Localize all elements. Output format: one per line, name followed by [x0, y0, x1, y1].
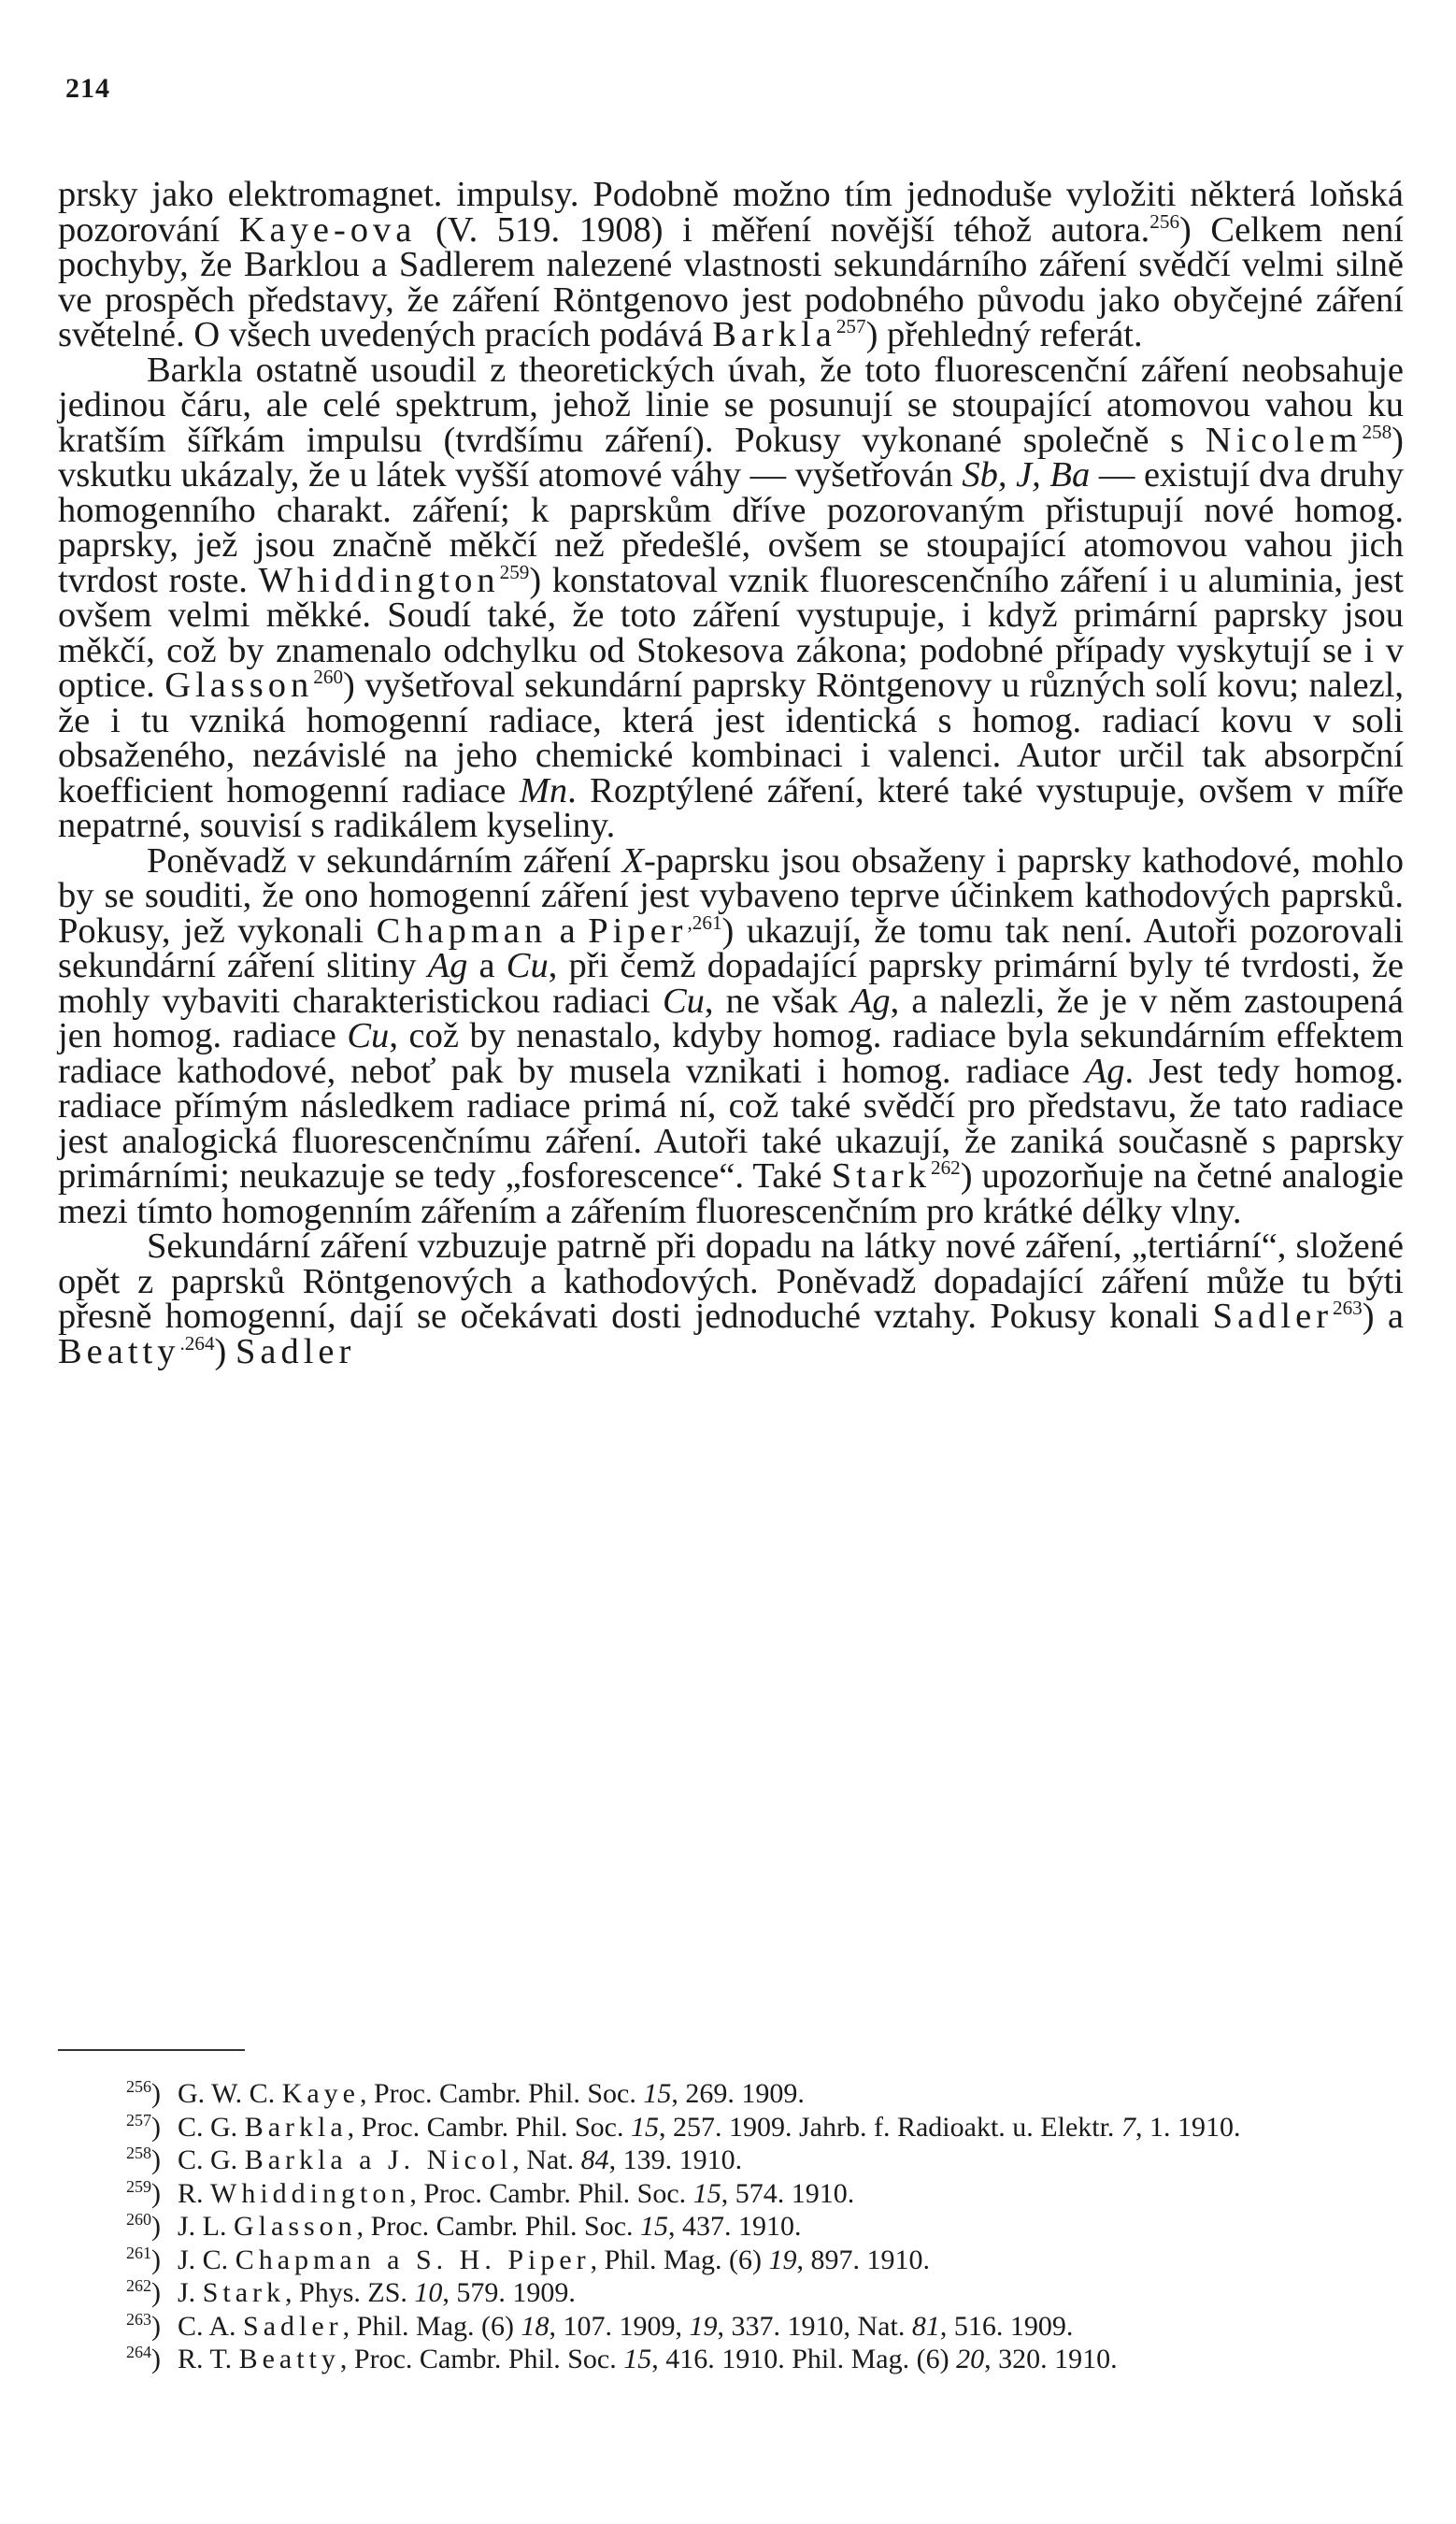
footnote-number: $^{262}$) — [126, 2276, 161, 2308]
italic-text: 84 — [580, 2144, 609, 2175]
text-run: -paprsku jsou obsaženy i paprsky kathodové, mohlo by se souditi, že ono homogenní záření jest vybaveno teprve účinkem kathodových paprsků. Pokusy, jež vykonali — [58, 840, 1404, 951]
italic-text: Mn — [519, 770, 568, 810]
text-run: ) vyšetřoval sekundární paprsky Röntgenovy u různých solí kovu; nalezl, že i tu vzniká homogenní radiace, která jest identická s homog. radiací kovu v soli obsaženého, nezávislé na jeho chemické kombinaci i valenci. Autor určil tak absorpční koefficient homogenní radiace — [58, 666, 1404, 810]
text-run: , Proc. Cambr. Phil. Soc. — [339, 2344, 624, 2374]
italic-text: Ag — [1084, 1051, 1125, 1091]
footnote-ref: 257 — [835, 315, 866, 338]
text-run: J. — [178, 2277, 203, 2308]
italic-text: Cu — [506, 946, 549, 985]
author-name: Sadler — [235, 1331, 356, 1371]
footnote-number: $^{260}$) — [126, 2210, 161, 2242]
text-run: , 416. 1910. Phil. Mag. (6) — [651, 2344, 957, 2374]
paragraph — [58, 175, 1404, 354]
author-name: Stark — [202, 2277, 286, 2308]
text-run: R. T. — [178, 2344, 239, 2374]
text-run: , 437. 1910. — [668, 2211, 802, 2242]
italic-text: 19 — [768, 2244, 797, 2275]
text-run: , 269. 1909. — [671, 2078, 805, 2109]
author-name: Sadler — [243, 2310, 343, 2342]
text-run: R. — [178, 2177, 211, 2209]
author-name: Chapman a S. H. Piper — [235, 2244, 591, 2275]
author-name: Barkla — [244, 2111, 348, 2143]
italic-text: X — [621, 840, 644, 881]
author-name: Kaye-ova — [238, 209, 417, 250]
text-run: , Phys. ZS. — [285, 2277, 415, 2308]
footnotes — [58, 2077, 1404, 2376]
footnote — [58, 2276, 1404, 2310]
footnote-number: $^{256}$) — [126, 2077, 161, 2109]
paragraph — [58, 840, 1405, 1231]
text-run: Sekundární záření vzbuzuje patrně při dopadu na látky nové záření, „tertiární“, složené opět z paprsků Röntgenových a kathodových. Poněvadž dopadající záření může tu býti přesně homogenní, dají se očekávati dosti jednoduché vztahy. Pokusy konali — [58, 1226, 1404, 1336]
author-name: Barkla a J. Nicol — [244, 2144, 513, 2175]
footnote-ref: .264 — [179, 1331, 215, 1355]
text-run: , 139. 1910. — [608, 2144, 743, 2175]
footnote-number-text: 257 — [126, 2110, 151, 2130]
text-run: J. C. — [178, 2244, 236, 2275]
text-run: , Proc. Cambr. Phil. Soc. — [356, 2211, 641, 2242]
footnote-ref: 260 — [313, 666, 344, 689]
text-run: ) upozorňuje na četné analogie mezi tímto homogenním zářením a zářením fluorescenčním pro krátké délky vlny. — [58, 1156, 1404, 1231]
footnote-number-text: 260 — [126, 2210, 151, 2229]
text-run: — existují dva druhy homogenního charakt. záření; k paprskům dříve pozorovaným přistupují nové homog. paprsky, jež jsou značně měkčí než předešlé, ovšem se stoupající atomovou vahou jich tvrdost roste. — [58, 455, 1404, 600]
footnote-number: $^{264}$) — [126, 2343, 161, 2374]
text-run: , Proc. Cambr. Phil. Soc. — [347, 2111, 631, 2143]
text-run: a — [547, 911, 589, 951]
italic-text: 7 — [1121, 2111, 1135, 2143]
page-number: 214 — [65, 73, 110, 104]
text-run: J. L. — [178, 2211, 234, 2242]
text-run: ) Celkem není pochyby, že Barklou a Sadlerem nalezené vlastnosti sekundárního záření svědčí velmi silně ve prospěch představy, že záření Röntgenovo jest podobného původu jako obyčejné záření světelné. O všech uvedených pracích podává — [58, 209, 1404, 354]
author-name: Whiddington — [210, 2177, 410, 2209]
italic-text: 81 — [911, 2310, 940, 2342]
text-run: , a nalezli, že je v něm zastoupená jen homog. radiace — [58, 981, 1404, 1055]
text-run: , 574. 1910. — [721, 2177, 855, 2209]
footnote — [58, 2144, 1404, 2177]
footnote-ref: 263 — [1333, 1297, 1363, 1320]
footnote — [58, 2077, 1404, 2111]
footnote — [58, 2343, 1404, 2376]
footnote-ref: 262 — [931, 1156, 961, 1180]
footnote-number: $^{263}$) — [126, 2309, 161, 2342]
author-name: Sadler — [1212, 1297, 1334, 1336]
text-run: C. G. — [178, 2111, 245, 2143]
footnote-number: $^{259}$) — [126, 2176, 161, 2209]
body-text — [58, 175, 1405, 1371]
italic-text: Ag — [427, 946, 468, 985]
footnote-ref: 256 — [1149, 209, 1180, 233]
author-name: Beatty — [238, 2344, 340, 2374]
paragraph — [58, 1226, 1404, 1371]
text-run: prsky jako elektromagnet. impulsy. Podobně možno tím jednoduše vyložiti některá loňská pozorování — [58, 175, 1404, 250]
text-run: . Rozptýlené záření, které také vystupuje, ovšem v míře nepatrné, souvisí s radikálem kyseliny. — [58, 770, 1405, 845]
text-run: , 257. 1909. Jahrb. f. Radioakt. u. Elektr. — [659, 2111, 1121, 2143]
author-name: Stark — [831, 1156, 931, 1196]
text-run: , ne však — [704, 981, 850, 1021]
text-run: ) konstatoval vznik fluorescenčního záření i u aluminia, jest ovšem velmi měkké. Soudí také, že toto záření vystupuje, i když primární paprsky jsou měkčí, což by znamenalo odchylku od Stokesova zákona; podobné případy vyskytují se i v optice. — [58, 560, 1404, 705]
footnote-number: $^{258}$) — [126, 2144, 161, 2175]
text-run: , 897. 1910. — [796, 2244, 930, 2275]
footnote-number-text: 261 — [126, 2243, 151, 2262]
text-run: , 320. 1910. — [984, 2344, 1118, 2374]
text-run: , což by nenastalo, kdyby homog. radiace byla sekundárním effektem radiace kathodové, neboť pak by musela vznikati i homog. radiace — [58, 1016, 1404, 1091]
text-run: Barkla ostatně usoudil z theoretických úvah, že toto fluorescenční záření neobsahuje jedinou čáru, ale celé spektrum, jehož linie se posunují se stoupající atomovou vahou ku kratším šířkám impulsu (tvrdšímu záření). Pokusy vykonané společně s — [58, 350, 1404, 460]
author-name: Barkla — [712, 315, 836, 354]
paragraph — [58, 350, 1405, 845]
italic-text: 19 — [689, 2310, 718, 2342]
text-run: , Phil. Mag. (6) — [590, 2244, 769, 2275]
footnote-number-text: 256 — [126, 2077, 151, 2096]
footnote-ref: 258 — [1362, 420, 1392, 443]
footnote — [58, 2111, 1404, 2144]
footnote — [58, 2310, 1404, 2344]
italic-text: 20 — [956, 2344, 985, 2374]
footnote-separator — [58, 2049, 245, 2051]
footnote-number-text: 262 — [126, 2276, 151, 2295]
footnote-number: $^{261}$) — [126, 2243, 161, 2275]
italic-text: 15 — [692, 2177, 721, 2209]
author-name: Glasson — [234, 2211, 357, 2242]
italic-text: 15 — [631, 2111, 659, 2143]
text-run: , při čemž dopadající paprsky primární byly té tvrdosti, že mohly vybaviti charakteristickou radiaci — [58, 946, 1405, 1021]
text-run: , Phil. Mag. (6) — [342, 2310, 521, 2342]
text-run: G. W. C. — [178, 2078, 282, 2109]
author-name: Chapman — [376, 911, 548, 951]
italic-text: Ag — [849, 981, 891, 1021]
text-run: . Jest tedy homog. radiace přímým následkem radiace primá ní, což také svědčí pro představu, že tato radiace jest analogická fluorescenčnímu záření. Autoři také ukazují, že zaniká současně s paprsky primárními; neukazuje se tedy „fosforescence“. Také — [58, 1051, 1405, 1196]
text-run: C. A. — [178, 2310, 244, 2342]
text-run: , 579. 1909. — [442, 2277, 576, 2308]
text-run: , Proc. Cambr. Phil. Soc. — [360, 2078, 644, 2109]
text-run: , 516. 1909. — [939, 2310, 1074, 2342]
author-name: Whiddington — [258, 560, 500, 600]
italic-text: 15 — [640, 2211, 669, 2242]
italic-text: 10 — [414, 2277, 443, 2308]
italic-text: Cu — [347, 1016, 390, 1055]
italic-text: 15 — [643, 2078, 672, 2109]
footnote-ref: 259 — [499, 560, 530, 583]
footnote-number-text: 263 — [126, 2309, 151, 2329]
italic-text: 18 — [521, 2310, 550, 2342]
text-run: a — [467, 946, 507, 985]
text-run: , Proc. Cambr. Phil. Soc. — [409, 2177, 693, 2209]
footnote — [58, 2244, 1404, 2277]
text-run: ) přehledný referát. — [865, 315, 1143, 354]
footnote — [58, 2210, 1404, 2244]
author-name: Glasson — [164, 666, 314, 705]
text-run: Poněvadž v sekundárním záření — [147, 840, 622, 881]
text-run: , 107. 1909, — [549, 2310, 690, 2342]
text-run: C. G. — [178, 2144, 245, 2175]
text-run: ) a — [1362, 1297, 1404, 1336]
text-run: , 337. 1910, Nat. — [717, 2310, 912, 2342]
text-run: ) — [214, 1331, 236, 1371]
author-name: Beatty — [58, 1331, 180, 1371]
footnote — [58, 2177, 1404, 2211]
footnote-number-text: 258 — [126, 2144, 151, 2162]
text-run: , Nat. — [512, 2144, 581, 2175]
author-name: Kaye — [281, 2078, 360, 2109]
text-run: (V. 519. 1908) i měření novější téhož autora. — [416, 209, 1150, 250]
italic-text: 15 — [623, 2344, 652, 2374]
text-run: ) vskutku ukázaly, že u látek vyšší atomové váhy — vyšetřován — [58, 420, 1404, 495]
footnote-number-text: 259 — [126, 2176, 151, 2196]
author-name: Piper — [588, 911, 688, 951]
footnote-number: $^{257}$) — [126, 2110, 161, 2143]
italic-text: Cu — [662, 981, 705, 1021]
author-name: Nicolem — [1205, 420, 1363, 460]
footnote-number-text: 264 — [126, 2343, 151, 2361]
text-run: , 1. 1910. — [1135, 2111, 1241, 2143]
italic-text: Sb, J, Ba — [962, 455, 1091, 495]
footnote-ref: ,261 — [687, 911, 722, 934]
text-run: ) ukazují, že tomu tak není. Autoři pozorovali sekundární záření slitiny — [58, 911, 1405, 985]
